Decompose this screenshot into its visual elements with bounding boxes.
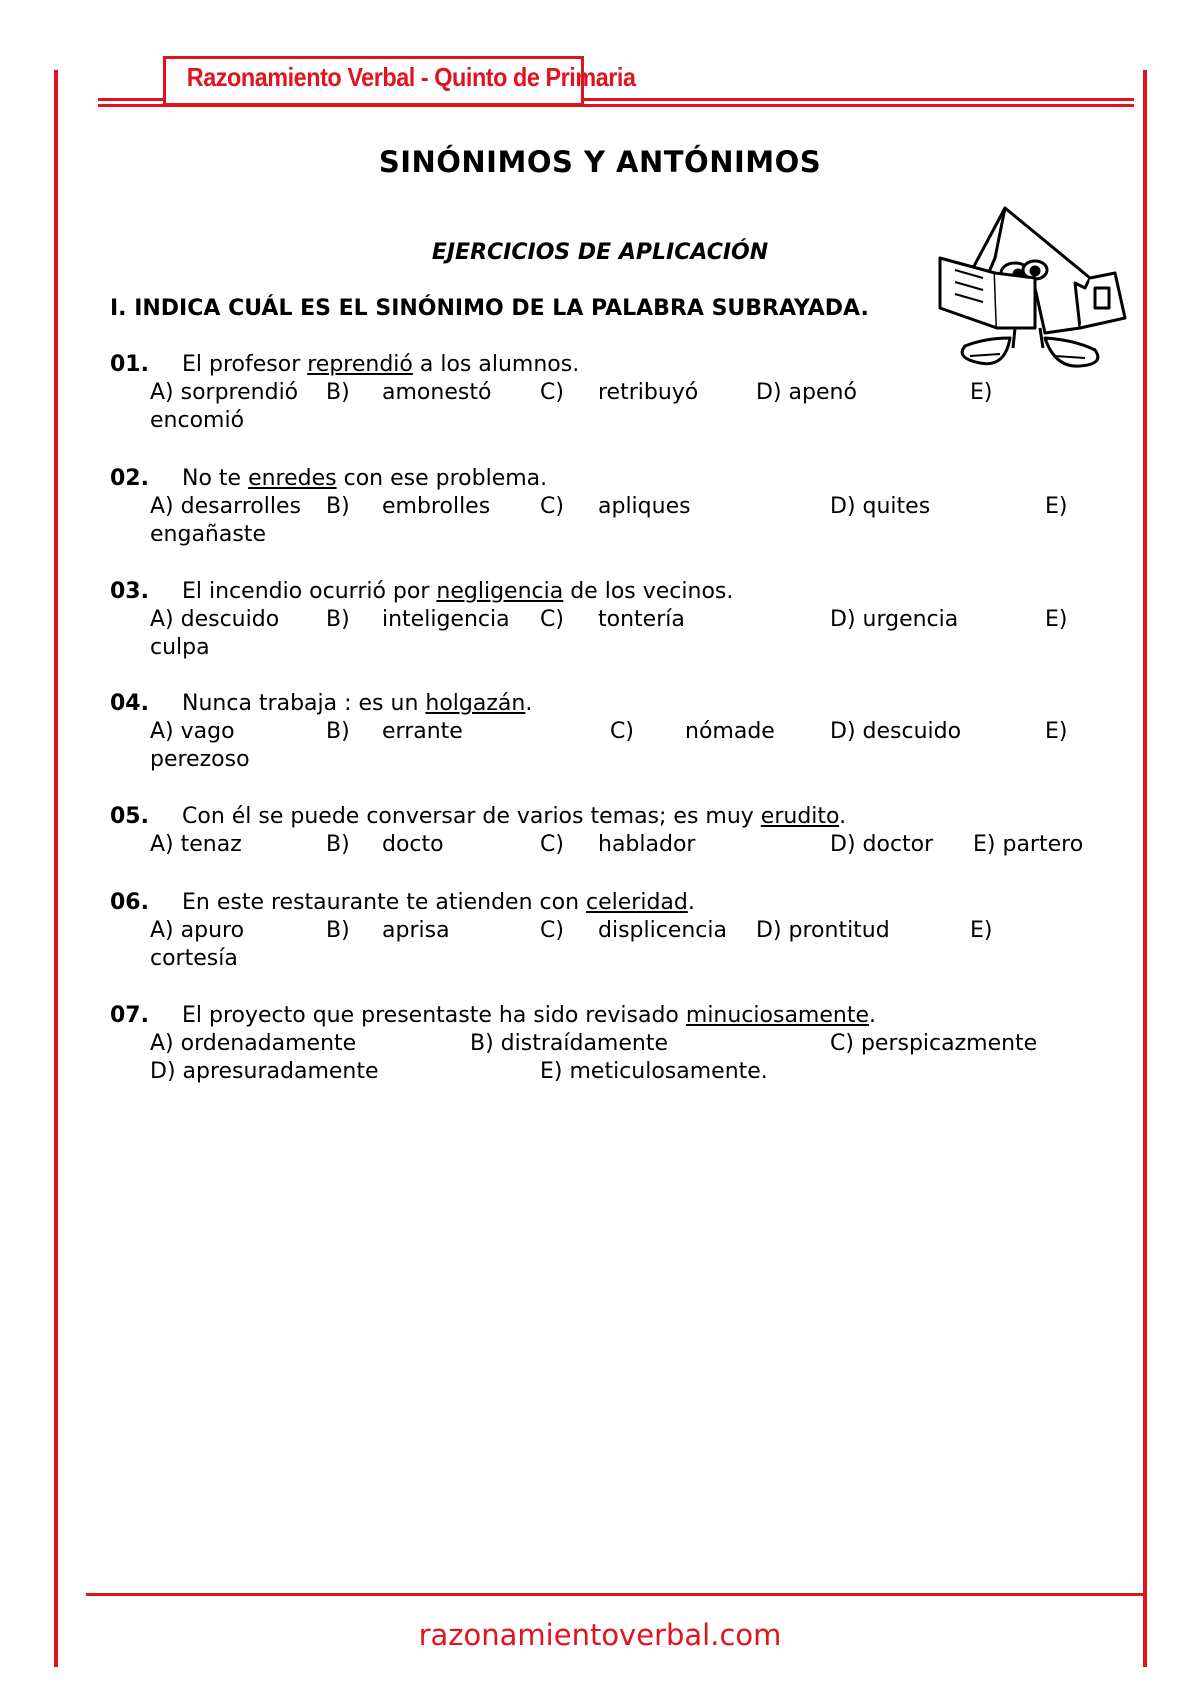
question-number: 04. [110, 691, 149, 716]
question-number: 06. [110, 890, 149, 915]
stem-text: No te [182, 466, 249, 491]
stem-text-end: . [687, 890, 695, 915]
question-stem [110, 465, 1110, 493]
stem-text: El profesor [182, 352, 308, 377]
option-c: C) perspicazmente [830, 1031, 1038, 1056]
option-b-letter: B) [326, 918, 350, 943]
stem-text-end: . [525, 691, 533, 716]
left-border [54, 70, 58, 1667]
option-c-text: hablador [598, 832, 696, 857]
question-05 [110, 803, 1110, 859]
option-c-letter: C) [540, 832, 564, 857]
option-e-text: culpa [150, 635, 210, 660]
stem-text: En este restaurante te atienden con [182, 890, 587, 915]
footer-link[interactable]: razonamientoverbal.com [418, 1618, 782, 1652]
footer-rule [86, 1593, 1146, 1596]
option-a: A) descuido [150, 607, 280, 632]
option-c-letter: C) [610, 719, 634, 744]
option-b-text: aprisa [382, 918, 450, 943]
options-row [110, 493, 1110, 521]
question-stem [110, 578, 1110, 606]
stem-text-end: a los alumnos. [412, 352, 580, 377]
option-d: D) quites [830, 494, 931, 519]
question-07 [110, 1002, 1110, 1086]
question-number: 07. [110, 1003, 149, 1028]
option-a: A) sorprendió [150, 380, 299, 405]
option-a: A) desarrolles [150, 494, 301, 519]
options-row [110, 917, 1110, 945]
options-row [110, 831, 1110, 859]
option-d: D) descuido [830, 719, 962, 744]
stem-text-end: . [839, 804, 847, 829]
stem-text: El incendio ocurrió por [182, 579, 437, 604]
underlined-word: erudito [760, 804, 840, 829]
question-06 [110, 889, 1110, 973]
option-d: D) apresuradamente [150, 1059, 379, 1084]
underlined-word: minuciosamente [685, 1003, 870, 1028]
stem-text: El proyecto que presentaste ha sido revisado [182, 1003, 686, 1028]
header-badge [163, 56, 636, 106]
option-e-text: engañaste [150, 522, 266, 547]
page-title: SINÓNIMOS Y ANTÓNIMOS [378, 145, 822, 179]
option-b-text: embrolles [382, 494, 491, 519]
option-d: D) urgencia [830, 607, 959, 632]
option-c-letter: C) [540, 918, 564, 943]
question-01 [110, 351, 1110, 435]
underlined-word: reprendió [307, 352, 413, 377]
option-c-text: apliques [598, 494, 691, 519]
question-number: 01. [110, 352, 149, 377]
underlined-word: negligencia [436, 579, 564, 604]
option-e-text: perezoso [150, 747, 250, 772]
question-number: 02. [110, 466, 149, 491]
question-stem [110, 351, 1110, 379]
option-e-letter: E) [970, 380, 993, 405]
section-heading: I. INDICA CUÁL ES EL SINÓNIMO DE LA PALABRA SUBRAYADA. [110, 296, 869, 321]
stem-text-end: . [869, 1003, 877, 1028]
option-b-letter: B) [326, 719, 350, 744]
option-c-text: tontería [598, 607, 685, 632]
option-c-letter: C) [540, 494, 564, 519]
option-e: E) meticulosamente. [540, 1059, 768, 1084]
options-row [110, 1030, 1110, 1058]
option-b-text: errante [382, 719, 463, 744]
option-b-text: amonestó [382, 380, 492, 405]
option-d: D) prontitud [756, 918, 890, 943]
option-a: A) apuro [150, 918, 245, 943]
option-d: D) doctor [830, 832, 934, 857]
option-e-text: encomió [150, 408, 245, 433]
stem-text: Con él se puede conversar de varios temas; es muy [182, 804, 761, 829]
option-e-letter: E) [1045, 607, 1068, 632]
options-row [110, 606, 1110, 634]
option-c-text: displicencia [598, 918, 727, 943]
question-03 [110, 578, 1110, 662]
stem-text-end: con ese problema. [336, 466, 548, 491]
stem-text: Nunca trabaja : es un [182, 691, 426, 716]
underlined-word: holgazán [425, 691, 526, 716]
question-number: 05. [110, 804, 149, 829]
option-c-letter: C) [540, 607, 564, 632]
underlined-word: enredes [248, 466, 337, 491]
question-04 [110, 690, 1110, 774]
question-stem [110, 803, 1110, 831]
question-stem [110, 889, 1110, 917]
option-b-letter: B) [326, 494, 350, 519]
option-e-letter: E) [1045, 719, 1068, 744]
option-e-text: cortesía [150, 946, 238, 971]
options-row [110, 379, 1110, 407]
page-subtitle: EJERCICIOS DE APLICACIÓN [431, 240, 769, 265]
option-b-text: inteligencia [382, 607, 510, 632]
question-stem [110, 690, 1110, 718]
underlined-word: celeridad [586, 890, 688, 915]
option-c-text: nómade [685, 719, 775, 744]
question-stem [110, 1002, 1110, 1030]
stem-text-end: de los vecinos. [563, 579, 734, 604]
option-b-text: docto [382, 832, 444, 857]
option-d: D) apenó [756, 380, 857, 405]
question-number: 03. [110, 579, 149, 604]
option-b: B) distraídamente [470, 1031, 668, 1056]
option-a: A) vago [150, 719, 235, 744]
option-a: A) ordenadamente [150, 1031, 357, 1056]
options-row [110, 718, 1110, 746]
option-e-letter: E) [970, 918, 993, 943]
option-a: A) tenaz [150, 832, 242, 857]
option-b-letter: B) [326, 380, 350, 405]
option-e-letter: E) [1045, 494, 1068, 519]
header-badge-text: Razonamiento Verbal - Quinto de Primaria [186, 62, 636, 92]
option-e: E) partero [973, 832, 1084, 857]
option-b-letter: B) [326, 832, 350, 857]
option-c-text: retribuyó [598, 380, 699, 405]
option-c-letter: C) [540, 380, 564, 405]
option-b-letter: B) [326, 607, 350, 632]
options-row-2 [110, 1058, 1110, 1086]
question-02 [110, 465, 1110, 549]
